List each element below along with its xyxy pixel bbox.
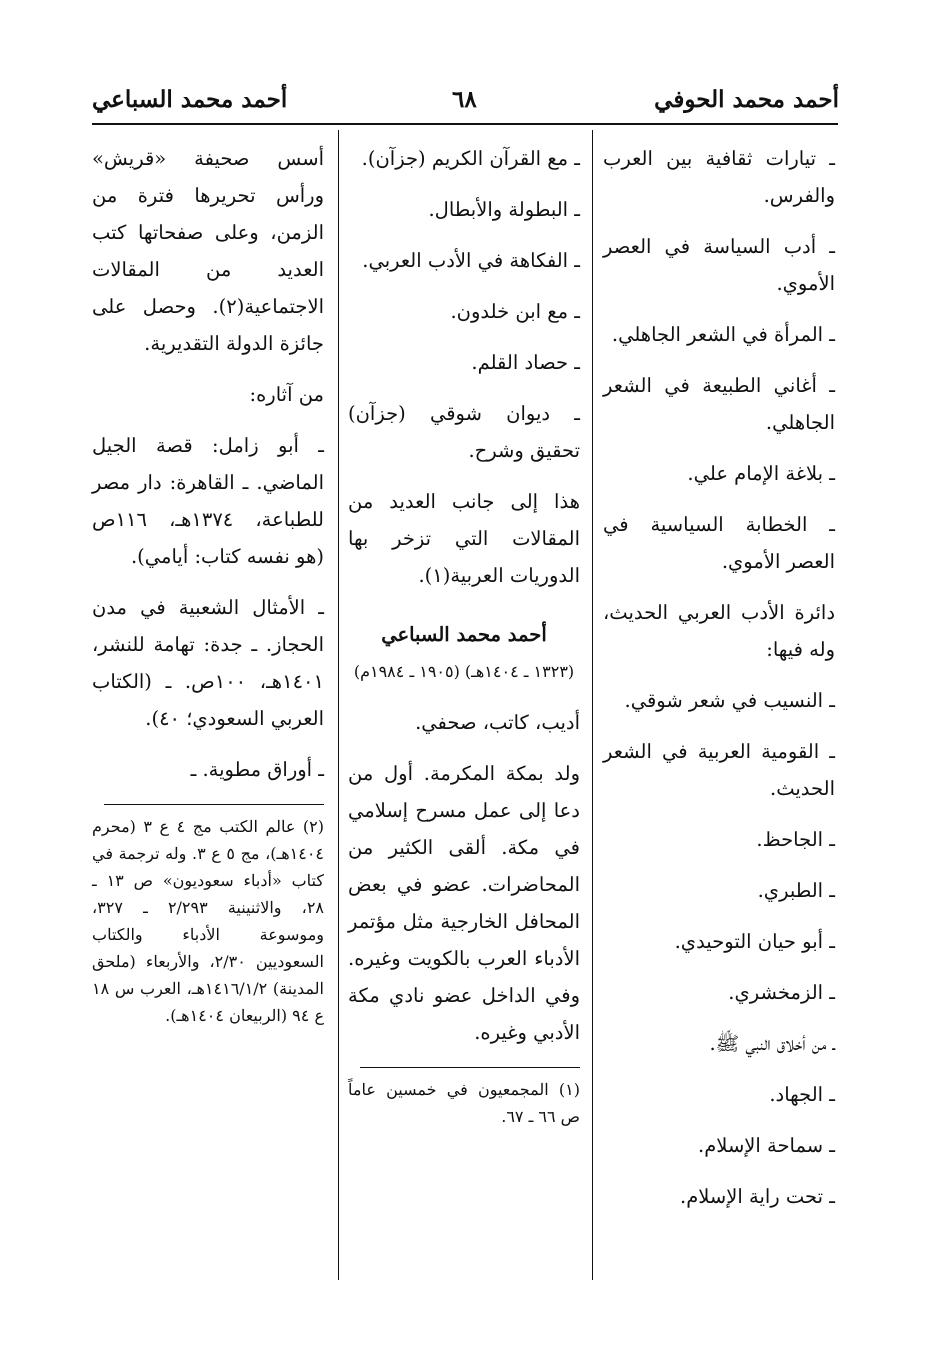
work-item: ـ تيارات ثقافية بين العرب والفرس. xyxy=(603,140,835,214)
work-item: ـ سماحة الإسلام. xyxy=(603,1127,835,1164)
column-divider xyxy=(592,130,593,1280)
encyclopedia-intro: دائرة الأدب العربي الحديث، وله فيها: xyxy=(603,601,835,661)
entry-dates: (١٣٢٣ ـ ١٤٠٤هـ) (١٩٠٥ ـ ١٩٨٤م) xyxy=(353,662,575,681)
work-item: ـ المرأة في الشعر الجاهلي. xyxy=(603,316,835,353)
closing-paragraph: هذا إلى جانب العديد من المقالات التي تزخر بها الدوريات العربية(١). xyxy=(348,490,580,587)
footnote: (٢) عالم الكتب مج ٤ ع ٣ (محرم ١٤٠٤هـ)، مج ٥ ع ٣. وله ترجمة في كتاب «أدباء سعوديون» ص ١٣ ـ ٢٨، والاثنينية ٢/٢٩٣ ـ ٣٢٧، وموسوعة الأدباء والكتاب السعوديين ٢/٣٠، والأربعاء (ملحق المدينة) ١٤١٦/١/٢هـ، العرب س ١٨ ع ٩٤ (الربيعان ١٤٠٤هـ). xyxy=(92,817,325,1025)
work-item: ـ الزمخشري. xyxy=(603,974,835,1011)
work-item: ـ الجاحظ. xyxy=(603,821,835,858)
column-left xyxy=(92,140,324,1043)
footnote: (١) المجمعيون في خمسين عاماً ص ٦٦ ـ ٦٧. xyxy=(348,1080,580,1126)
running-header-left: أحمد محمد السباعي xyxy=(92,86,288,113)
work-item: ـ الجهاد. xyxy=(603,1076,835,1113)
work-item: ـ الطبري. xyxy=(603,872,835,909)
work-item: ـ النسيب في شعر شوقي. xyxy=(603,682,835,719)
bio-paragraph: ولد بمكة المكرمة. أول من دعا إلى عمل مسرح إسلامي في مكة. ألقى الكثير من المحاضرات. عضو في بعض المحافل الخارجية مثل مؤتمر الأدباء العرب بالكويت وغيره. وفي الداخل عضو نادي مكة الأدبي وغيره. xyxy=(348,762,580,1044)
header-rule xyxy=(92,123,838,125)
work-item: ـ ديوان شوقي (جزآن) تحقيق وشرح. xyxy=(348,395,580,469)
work-item: ـ الخطابة السياسية في العصر الأموي. xyxy=(603,506,835,580)
work-item: ـ مع ابن خلدون. xyxy=(348,293,580,330)
running-header-right: أحمد محمد الحوفي xyxy=(654,86,839,113)
page-number: ٦٨ xyxy=(452,86,477,113)
work-item: ـ القومية العربية في الشعر الحديث. xyxy=(603,733,835,807)
work-item: ـ تحت راية الإسلام. xyxy=(603,1178,835,1215)
work-item: ـ بلاغة الإمام علي. xyxy=(603,455,835,492)
work-item: ـ البطولة والأبطال. xyxy=(348,191,580,228)
work-item: ـ مع القرآن الكريم (جزآن). xyxy=(348,140,580,177)
work-item: ـ أوراق مطوية. ـ xyxy=(92,751,324,788)
work-item: ـ الفكاهة في الأدب العربي. xyxy=(348,242,580,279)
work-item: ـ من أخلاق النبي ﷺ. xyxy=(603,1025,835,1062)
work-item: ـ الأمثال الشعبية في مدن الحجاز. ـ جدة: تهامة للنشر، ١٤٠١هـ، ١٠٠ص. ـ (الكتاب العربي السعودي؛ ٤٠). xyxy=(92,589,324,737)
column-divider xyxy=(338,130,339,1280)
work-item: ـ أبو حيان التوحيدي. xyxy=(603,923,835,960)
entry-name: أحمد محمد السباعي xyxy=(381,623,547,646)
work-item: ـ أغاني الطبيعة في الشعر الجاهلي. xyxy=(603,367,835,441)
column-right xyxy=(603,140,835,1229)
entry-role: أديب، كاتب، صحفي. xyxy=(415,711,580,734)
footnote-rule xyxy=(360,1067,580,1068)
footnote-rule xyxy=(104,804,324,805)
works-label: من آثاره: xyxy=(249,383,324,406)
bio-paragraph: أسس صحيفة «قريش» ورأس تحريرها فترة من الزمن، وعلى صفحاتها كتب العديد من المقالات الاجتماعية(٢). وحصل على جائزة الدولة التقديرية. xyxy=(92,147,324,355)
work-item: ـ حصاد القلم. xyxy=(348,344,580,381)
column-middle xyxy=(348,140,580,1144)
work-item: ـ أبو زامل: قصة الجيل الماضي. ـ القاهرة: دار مصر للطباعة، ١٣٧٤هـ، ١١٦ص (هو نفسه كتاب: أيامي). xyxy=(92,427,324,575)
work-item: ـ أدب السياسة في العصر الأموي. xyxy=(603,228,835,302)
